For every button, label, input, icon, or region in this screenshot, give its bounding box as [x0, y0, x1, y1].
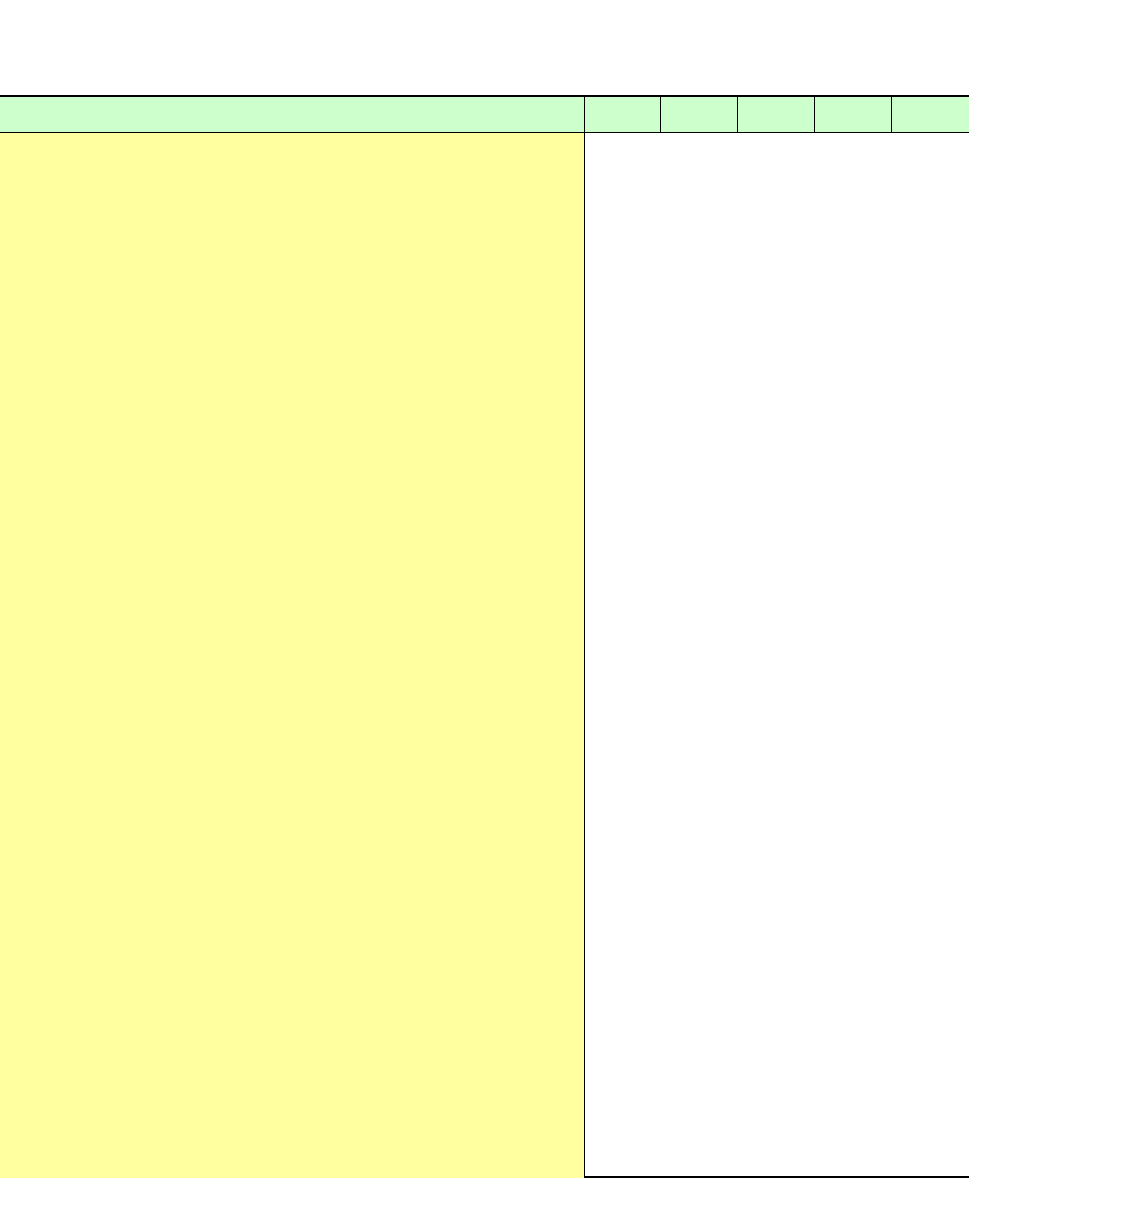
column-divider	[814, 97, 815, 133]
label-value-divider	[584, 97, 585, 1178]
label-column-background	[0, 133, 584, 1178]
column-divider	[660, 97, 661, 133]
column-divider	[891, 97, 892, 133]
indicator-table	[0, 95, 969, 1178]
table-header	[0, 97, 969, 133]
column-divider	[737, 97, 738, 133]
